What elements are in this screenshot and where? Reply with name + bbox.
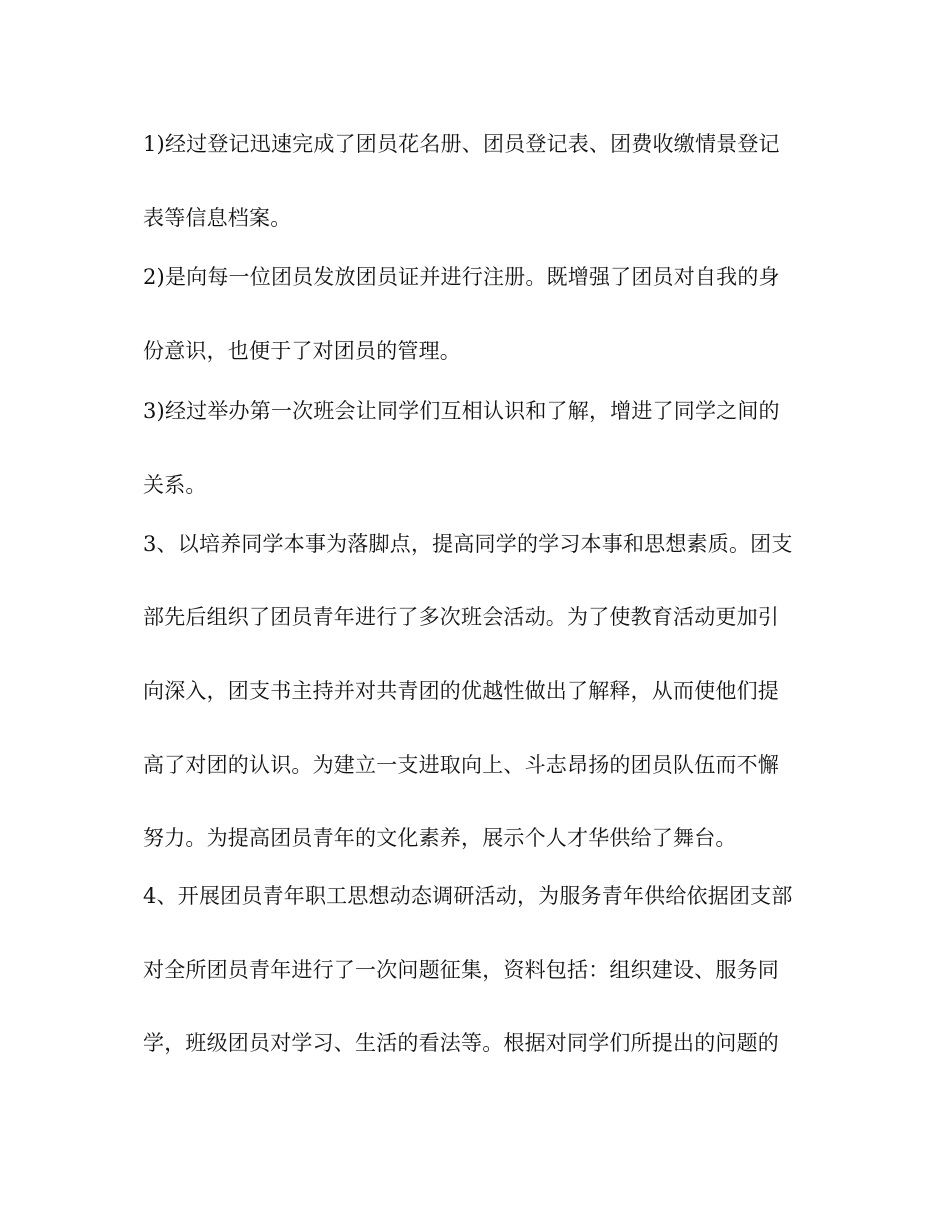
text-line: 部先后组织了团员青年进行了多次班会活动。为了使教育活动更加引 bbox=[143, 605, 779, 629]
text-line: 份意识，也便于了对团员的管理。 bbox=[143, 339, 461, 363]
text-line: 对全所团员青年进行了一次问题征集，资料包括：组织建设、服务同 bbox=[143, 958, 779, 982]
text-line: 向深入，团支书主持并对共青团的优越性做出了解释，从而使他们提 bbox=[143, 679, 779, 703]
text-line: 学，班级团员对学习、生活的看法等。根据对同学们所提出的问题的 bbox=[143, 1031, 779, 1055]
text-line: 努力。为提高团员青年的文化素养，展示个人才华供给了舞台。 bbox=[143, 826, 737, 850]
text-line: 1)经过登记迅速完成了团员花名册、团员登记表、团费收缴情景登记 bbox=[143, 132, 780, 156]
text-line: 3)经过举办第一次班会让同学们互相认识和了解，增进了同学之间的 bbox=[143, 399, 780, 423]
text-line: 2)是向每一位团员发放团员证并进行注册。既增强了团员对自我的身 bbox=[143, 265, 780, 289]
text-line: 4、开展团员青年职工思想动态调研活动，为服务青年供给依据团支部 bbox=[143, 884, 793, 908]
text-line: 高了对团的认识。为建立一支进取向上、斗志昂扬的团员队伍而不懈 bbox=[143, 753, 779, 777]
text-line: 3、以培养同学本事为落脚点，提高同学的学习本事和思想素质。团支 bbox=[143, 532, 793, 556]
text-line: 关系。 bbox=[143, 473, 207, 497]
text-line: 表等信息档案。 bbox=[143, 206, 292, 230]
